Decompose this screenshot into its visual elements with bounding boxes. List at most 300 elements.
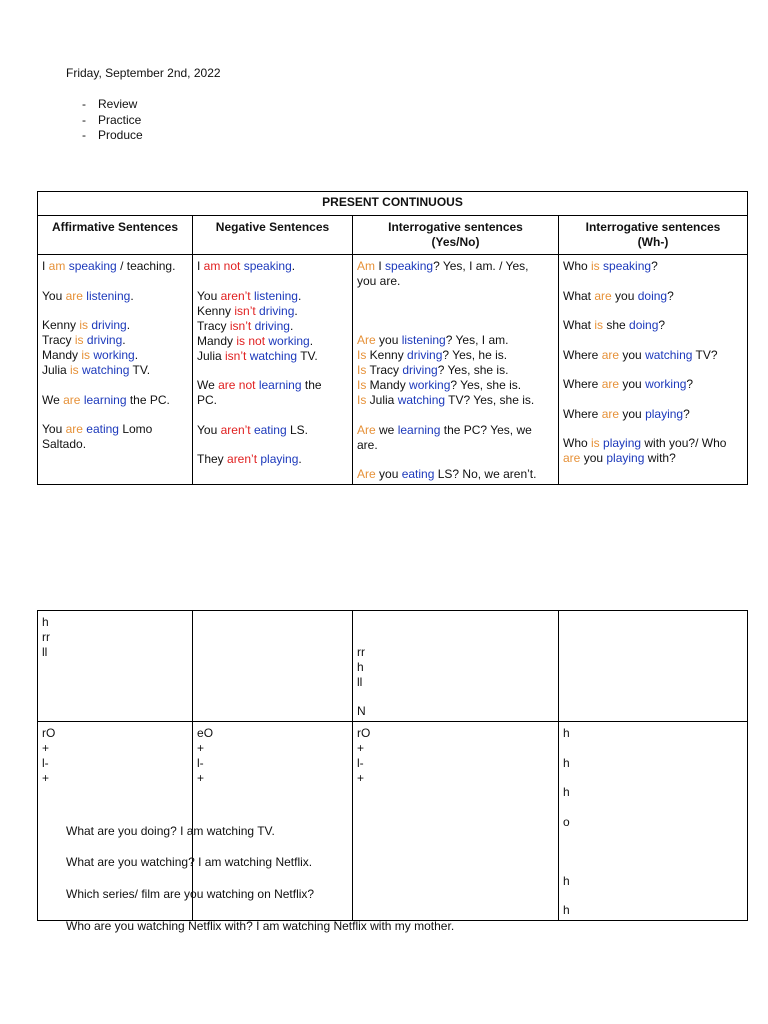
orange-text: Are	[357, 333, 380, 347]
blue-text: working	[268, 333, 310, 348]
b-text: l	[42, 756, 45, 770]
plain-text: .	[122, 333, 126, 347]
table-title: PRESENT CONTINUOUS	[38, 192, 748, 216]
block-gap	[563, 392, 743, 407]
red-text: isn’t	[234, 303, 260, 318]
plain-text: LS.	[286, 422, 309, 437]
sentence-line	[197, 756, 348, 771]
sentence-line	[563, 436, 743, 451]
block-gap	[563, 771, 743, 786]
sentence-block	[563, 289, 743, 304]
a-text: r	[46, 630, 50, 644]
plain-text: you	[622, 406, 646, 421]
sentence-block	[563, 756, 743, 771]
sentence-block	[197, 452, 348, 467]
sentence-block	[563, 407, 743, 422]
plain-text: Mandy	[369, 378, 410, 392]
plain-text: LS? No, we aren’t.	[434, 467, 537, 481]
sentence-block	[357, 467, 554, 482]
plain-text: the PC.	[126, 392, 170, 407]
plain-text: ? Yes, he is.	[442, 348, 508, 362]
plain-text: ?	[667, 288, 674, 303]
blue-text: driving	[86, 333, 123, 347]
red-text: am not	[203, 259, 244, 273]
plain-text: Lomo	[118, 422, 153, 436]
sentence-line	[563, 348, 743, 363]
orange-text: is	[74, 333, 87, 347]
blue-text: doing	[637, 288, 668, 303]
sentence-line	[563, 903, 743, 918]
plain-text: .	[289, 318, 294, 333]
sentence-line	[357, 363, 554, 378]
sentence-line	[357, 660, 554, 675]
plain-text: They	[197, 452, 228, 466]
sentence-line	[563, 318, 743, 333]
agenda-item	[82, 128, 143, 144]
sentence-line	[357, 259, 554, 274]
-text: +	[42, 741, 50, 755]
sentence-line	[357, 393, 554, 408]
blue-text: listening	[253, 288, 298, 303]
blue-text: driving	[254, 318, 290, 333]
blue-text: watching	[645, 347, 693, 362]
H-text: o	[563, 814, 570, 829]
plain-text: Who	[563, 259, 592, 273]
sentence-line	[563, 785, 743, 800]
blue-text: listening	[401, 333, 446, 347]
plain-text: Mandy	[42, 348, 82, 362]
dialogue-line: Which series/ film are you watching on Netflix?	[66, 887, 315, 901]
sentence-block	[563, 785, 743, 800]
red-text: isn’t	[229, 318, 255, 333]
sentence-line	[197, 334, 348, 349]
formula-yes-no-cell	[353, 722, 559, 921]
T-text: h	[42, 615, 49, 629]
orange-text: are	[65, 422, 87, 436]
blue-text: driving	[259, 303, 295, 318]
W-text: h	[563, 726, 570, 740]
-text: +	[357, 741, 365, 755]
block-gap	[563, 800, 743, 815]
plain-text: Kenny	[197, 303, 235, 318]
plain-text: ?	[658, 318, 666, 332]
present-continuous-table	[37, 191, 748, 485]
plain-text: You	[197, 288, 221, 303]
sentence-line	[42, 645, 188, 660]
sentence-block	[563, 348, 743, 363]
block-gap	[357, 289, 554, 304]
plain-text: / teaching.	[116, 259, 176, 273]
orange-text: is	[591, 436, 604, 450]
plain-text: We	[197, 378, 219, 392]
sentence-block	[197, 423, 348, 438]
plain-text: Tracy	[369, 363, 403, 377]
orange-text: are	[63, 392, 84, 407]
sentence-block	[42, 393, 188, 408]
plain-text: you	[615, 288, 638, 303]
sentence-line	[42, 333, 188, 348]
sentence-line	[563, 726, 743, 741]
blue-text: speaking	[385, 259, 434, 273]
sentence-line	[42, 289, 188, 304]
structure-table	[37, 610, 748, 921]
block-gap	[563, 741, 743, 756]
orange-text: Are	[357, 467, 380, 481]
orange-text: Is	[357, 393, 370, 407]
orange-text: is	[79, 318, 92, 332]
blue-text: learning	[397, 422, 441, 437]
plain-text: you	[379, 467, 402, 481]
example-wh-cell	[559, 611, 748, 722]
sentence-block	[357, 259, 554, 289]
o-text: r	[357, 644, 361, 659]
plain-text: you	[583, 451, 607, 465]
blue-text: speaking	[68, 259, 117, 273]
plain-text: .	[298, 452, 302, 466]
sentence-block	[357, 615, 554, 630]
sentence-line	[563, 259, 743, 274]
b-text: l	[357, 756, 360, 770]
plain-text: Tracy	[42, 333, 75, 347]
-text: +	[197, 771, 205, 785]
/-text: N	[357, 704, 366, 718]
red-text: isn’t	[225, 348, 250, 363]
blue-text: playing	[603, 436, 642, 450]
sentence-line	[357, 438, 554, 453]
plain-text: TV.	[129, 363, 151, 377]
sentence-line	[197, 771, 348, 786]
sentence-line	[357, 348, 554, 363]
sentence-line	[357, 741, 554, 756]
sentence-block	[357, 726, 554, 786]
plain-text: .	[130, 288, 134, 303]
agenda-list	[82, 97, 143, 144]
sentence-block	[42, 289, 188, 304]
V-text: -	[359, 756, 364, 770]
sentence-line	[42, 615, 188, 630]
plain-text: We	[42, 392, 64, 407]
plain-text: TV?	[692, 347, 718, 362]
b-text: l	[42, 645, 45, 659]
plain-text: I	[42, 259, 49, 273]
sentence-block	[563, 874, 743, 889]
plain-text: are.	[357, 437, 378, 452]
header-negative: Negative Sentences	[193, 216, 353, 255]
sentence-block	[42, 422, 188, 452]
sentence-line	[42, 348, 188, 363]
plain-text: .	[309, 333, 314, 348]
block-gap	[42, 274, 188, 289]
sentence-line	[197, 378, 348, 393]
blue-text: working	[409, 378, 451, 392]
red-text: aren’t	[220, 422, 254, 437]
W-text: h	[563, 755, 570, 770]
orange-text: are	[601, 406, 623, 421]
bullet-dash: -	[82, 112, 86, 127]
orange-text: Is	[357, 348, 370, 362]
sentence-block	[42, 318, 188, 378]
sentence-line	[42, 393, 188, 408]
V-text: -	[199, 756, 204, 770]
agenda-item-produce: Produce	[98, 128, 143, 142]
blue-text: eating	[86, 422, 119, 436]
agenda-item	[82, 97, 143, 113]
plain-text: Who	[563, 436, 592, 450]
orange-text: is	[70, 363, 83, 377]
block-gap	[357, 630, 554, 645]
p-text: l	[359, 674, 363, 689]
plain-text: .	[297, 288, 302, 303]
blue-text: driving	[407, 348, 443, 362]
V-text: -	[44, 756, 49, 770]
blue-text: working	[93, 348, 135, 362]
sentence-line	[563, 756, 743, 771]
plain-text: .	[291, 259, 296, 273]
block-gap	[563, 859, 743, 874]
sentence-line	[42, 318, 188, 333]
orange-text: are	[601, 377, 623, 391]
blue-text: speaking	[243, 259, 292, 273]
wh-words-cell	[559, 722, 748, 921]
sentence-line	[357, 378, 554, 393]
sentence-line	[197, 741, 348, 756]
sentence-line	[42, 422, 188, 437]
plain-text: .	[134, 348, 139, 362]
plain-text: ?	[686, 377, 694, 391]
agenda-item-review: Review	[98, 97, 138, 111]
W-text: h	[563, 873, 570, 888]
orange-text: are	[563, 451, 584, 465]
block-gap	[357, 690, 554, 705]
plain-text: with you?/ Who	[641, 436, 727, 450]
sentence-block	[42, 726, 188, 786]
plain-text: I	[378, 259, 386, 273]
block-gap	[563, 889, 743, 904]
plain-text: you	[622, 347, 646, 362]
example-negative-cell	[193, 611, 353, 722]
plain-text: You	[42, 422, 66, 436]
plain-text: you	[622, 377, 646, 391]
W-text: h	[563, 785, 570, 799]
block-gap	[42, 378, 188, 393]
block-gap	[197, 438, 348, 453]
o-text: r	[42, 726, 46, 740]
W-text: h	[563, 903, 570, 917]
orange-text: Am	[357, 259, 379, 273]
blue-text: learning	[258, 378, 302, 392]
plain-text: Where	[563, 347, 602, 362]
r-text: e	[197, 726, 204, 740]
blue-text: watching	[249, 348, 298, 363]
orange-text: is	[594, 318, 607, 332]
b-text: l	[357, 674, 360, 689]
sentence-line	[563, 289, 743, 304]
sentence-block	[42, 259, 188, 274]
t-text: h	[357, 659, 364, 674]
sentence-block	[42, 615, 188, 660]
sentence-line	[42, 771, 188, 786]
blue-text: working	[645, 377, 687, 391]
plain-text: ?	[683, 406, 690, 421]
orange-text: Is	[357, 363, 370, 377]
sentence-line	[197, 259, 348, 274]
sentence-line	[357, 274, 554, 289]
plain-text: Julia	[197, 348, 226, 363]
sentence-line	[197, 452, 348, 467]
block-gap	[357, 408, 554, 423]
plain-text: ? Yes, I am.	[445, 333, 509, 347]
plain-text: you are.	[357, 274, 401, 288]
header-affirmative: Affirmative Sentences	[38, 216, 193, 255]
o-text: r	[357, 726, 361, 740]
-text: +	[42, 771, 50, 785]
sentence-block	[357, 423, 554, 453]
sentence-line	[357, 771, 554, 786]
plain-text: PC.	[197, 393, 218, 407]
sentence-block	[357, 333, 554, 408]
sentence-line	[197, 726, 348, 741]
sentence-line	[563, 815, 743, 830]
sentence-line	[563, 874, 743, 889]
plain-text: the	[301, 378, 322, 392]
red-text: aren’t	[227, 452, 261, 466]
plain-text: she	[606, 318, 630, 332]
block-gap	[42, 408, 188, 423]
sentence-block	[197, 378, 348, 408]
-text: +	[197, 741, 205, 755]
dialogue-line: What are you doing? I am watching TV.	[66, 824, 275, 838]
plain-text: Where	[563, 377, 602, 391]
sentence-block	[563, 844, 743, 859]
block-gap	[197, 274, 348, 289]
p-text: l	[44, 645, 48, 659]
block-gap	[357, 453, 554, 468]
plain-text: ? Yes, she is.	[437, 363, 509, 377]
interrogative-wh-cell	[559, 255, 748, 485]
block-gap	[42, 304, 188, 319]
blue-text: learning	[83, 392, 127, 407]
dialogue-line: What are you watching? I am watching Netflix.	[66, 855, 313, 869]
sentence-line	[42, 363, 188, 378]
example-affirmative-cell	[38, 611, 193, 722]
sentence-block	[563, 903, 743, 918]
plain-text: ? Yes, she is.	[450, 378, 522, 392]
o-text: r	[42, 630, 46, 644]
-text: +	[357, 771, 365, 785]
orange-text: are	[601, 347, 623, 362]
b-text: l	[197, 756, 200, 770]
affirmative-cell	[38, 255, 193, 485]
block-gap	[563, 304, 743, 319]
sentence-line	[42, 630, 188, 645]
red-text: is not	[236, 333, 269, 348]
plain-text: What	[563, 288, 595, 303]
sentence-line	[42, 726, 188, 741]
sentence-line	[357, 333, 554, 348]
sentence-line	[563, 451, 743, 466]
agenda-item-practice: Practice	[98, 112, 142, 127]
sentence-line	[357, 756, 554, 771]
block-gap	[563, 422, 743, 437]
plain-text: the PC? Yes, we	[440, 422, 532, 437]
blue-text: driving	[402, 363, 438, 377]
plain-text: you	[379, 333, 402, 347]
sentence-line	[357, 423, 554, 438]
sentence-block	[563, 377, 743, 392]
block-gap	[563, 363, 743, 378]
plain-text: .	[294, 303, 298, 318]
example-yes-no-cell	[353, 611, 559, 722]
plain-text: What	[563, 318, 595, 332]
dialogue-line: Who are you watching Netflix with? I am watching Netflix with my mother.	[66, 919, 455, 933]
sentence-block	[563, 815, 743, 830]
agenda-item	[82, 113, 143, 129]
orange-text: am	[48, 259, 69, 273]
orange-text: are	[65, 288, 87, 303]
orange-text: are	[594, 288, 616, 303]
sentence-line	[197, 423, 348, 438]
sentence-block	[357, 304, 554, 319]
sentence-block	[197, 289, 348, 364]
plain-text: Where	[563, 406, 602, 421]
plain-text: TV? Yes, she is.	[445, 393, 535, 407]
plain-text: Mandy	[197, 333, 237, 348]
sentence-block	[357, 704, 554, 719]
sentence-line	[357, 704, 554, 719]
A-text: r	[361, 644, 365, 659]
red-text: aren’t	[220, 288, 254, 303]
T-text: O	[203, 726, 214, 740]
orange-text: is	[591, 259, 604, 273]
plain-text: You	[197, 422, 221, 437]
blue-text: watching	[397, 393, 446, 407]
sentence-line	[42, 741, 188, 756]
sentence-block	[563, 726, 743, 741]
sentence-block	[563, 318, 743, 333]
plain-text: Julia	[42, 363, 71, 377]
orange-text: is	[81, 348, 94, 362]
plain-text: Tracy	[197, 318, 230, 333]
blue-text: doing	[629, 318, 659, 332]
sentence-line	[197, 289, 348, 304]
sentence-line	[357, 726, 554, 741]
bullet-dash: -	[82, 128, 86, 142]
sentence-line	[563, 377, 743, 392]
T-text: O	[46, 726, 56, 740]
sentence-line	[197, 319, 348, 334]
blue-text: listening	[86, 288, 131, 303]
sentence-line	[357, 675, 554, 690]
sentence-block	[563, 259, 743, 274]
date-line: Friday, September 2nd, 2022	[66, 66, 221, 80]
blue-text: watching	[82, 363, 130, 377]
plain-text: ?	[651, 259, 658, 273]
block-gap	[197, 408, 348, 423]
blue-text: eating	[401, 467, 435, 481]
blue-text: driving	[91, 318, 127, 332]
block-gap	[357, 319, 554, 334]
header-interrogative-yes-no: Interrogative sentences (Yes/No)	[353, 216, 559, 255]
T-text: O	[361, 726, 371, 740]
plain-text: with?	[644, 451, 676, 465]
plain-text: ? Yes, I am. / Yes,	[433, 259, 529, 273]
block-gap	[197, 364, 348, 379]
sentence-line	[42, 756, 188, 771]
blue-text: playing	[645, 406, 684, 421]
plain-text: You	[42, 288, 66, 303]
interrogative-yes-no-cell	[353, 255, 559, 485]
plain-text: Julia	[369, 393, 398, 407]
